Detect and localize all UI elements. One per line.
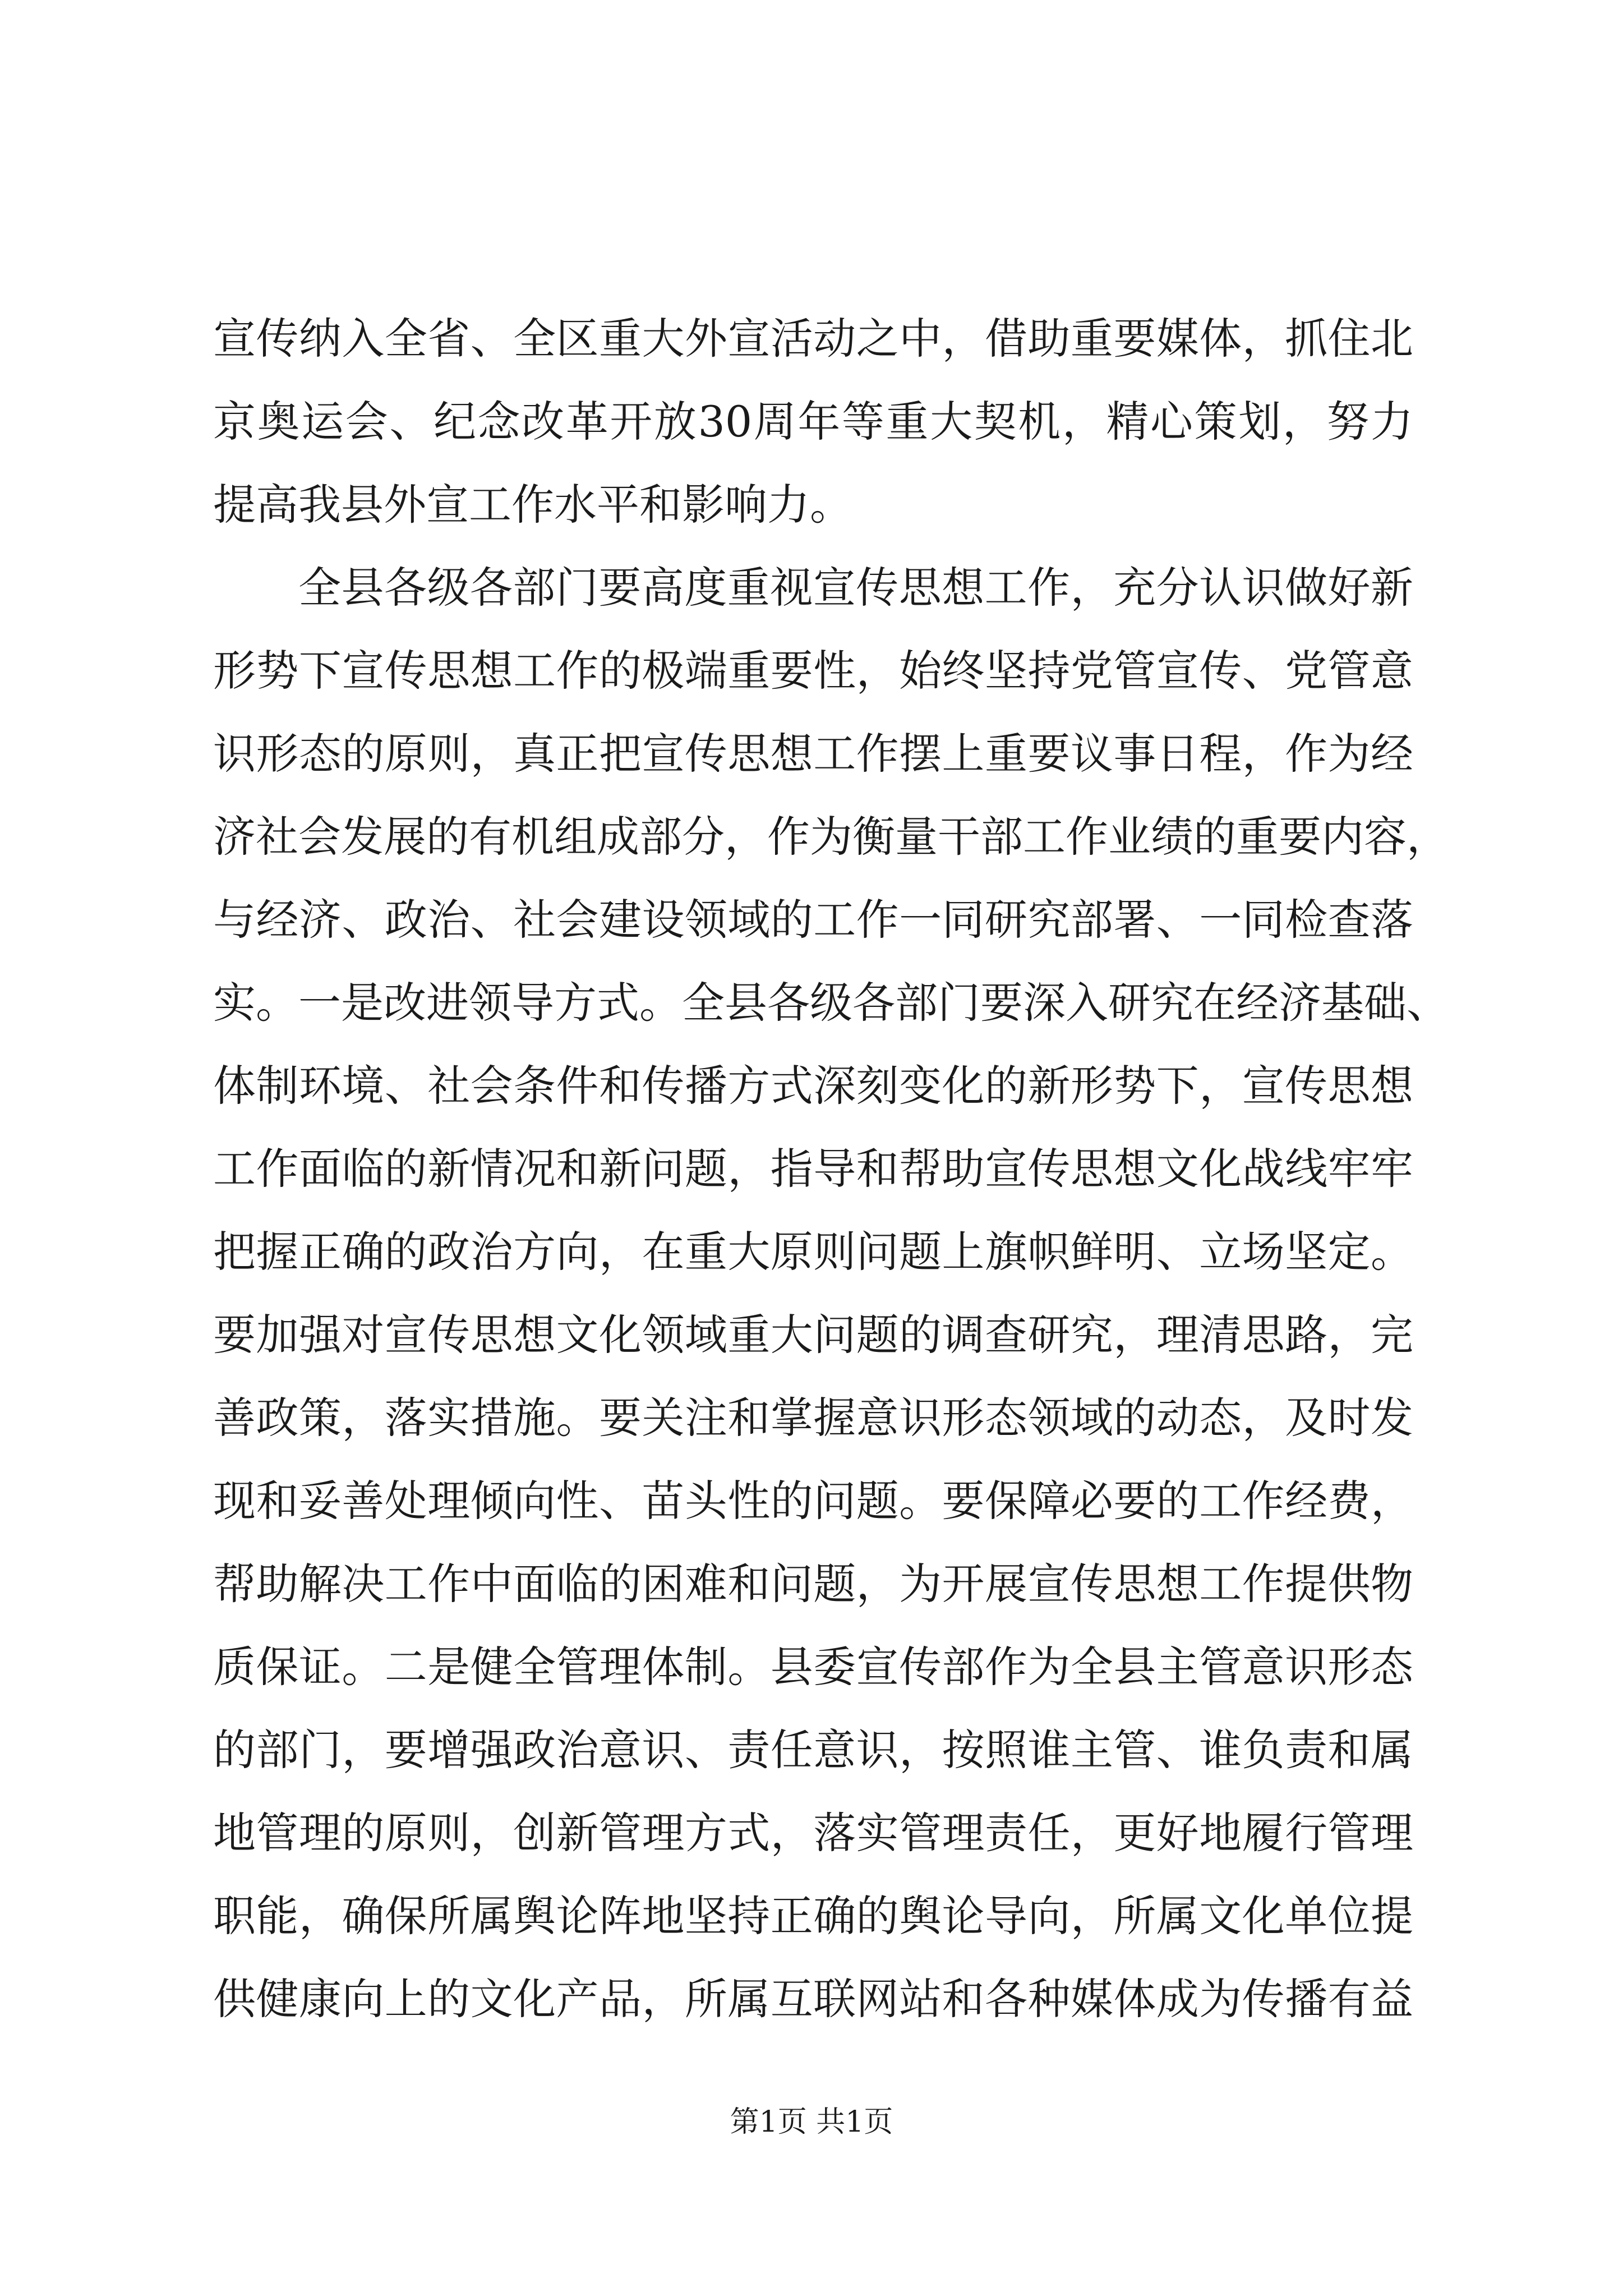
- text-line: 宣传纳入全省、全区重大外宣活动之中，借助重要媒体，抓住北: [213, 314, 1413, 364]
- text-line: 体制环境、社会条件和传播方式深刻变化的新形势下，宣传思想: [213, 1061, 1413, 1111]
- text-line: 识形态的原则，真正把宣传思想工作摆上重要议事日程，作为经: [213, 729, 1413, 779]
- text-line: 实。一是改进领导方式。全县各级各部门要深入研究在经济基础、: [213, 978, 1449, 1028]
- text-line: 现和妥善处理倾向性、苗头性的问题。要保障必要的工作经费，: [213, 1476, 1413, 1526]
- text-line: 职能，确保所属舆论阵地坚持正确的舆论导向，所属文化单位提: [213, 1891, 1413, 1941]
- text-line: 善政策，落实措施。要关注和掌握意识形态领域的动态，及时发: [213, 1393, 1413, 1443]
- text-line: 济社会发展的有机组成部分，作为衡量干部工作业绩的重要内容，: [213, 812, 1449, 862]
- text-line: 的部门，要增强政治意识、责任意识，按照谁主管、谁负责和属: [213, 1725, 1413, 1775]
- text-line: 提高我县外宣工作水平和影响力。: [213, 480, 852, 530]
- text-line: 形势下宣传思想工作的极端重要性，始终坚持党管宣传、党管意: [213, 646, 1413, 696]
- paragraph-first-line: 全县各级各部门要高度重视宣传思想工作，充分认识做好新: [298, 563, 1413, 613]
- document-body: [213, 297, 1449, 2041]
- text-line: 工作面临的新情况和新问题，指导和帮助宣传思想文化战线牢牢: [213, 1144, 1413, 1194]
- text-line: 帮助解决工作中面临的困难和问题，为开展宣传思想工作提供物: [213, 1559, 1413, 1609]
- text-line: 把握正确的政治方向，在重大原则问题上旗帜鲜明、立场坚定。: [213, 1227, 1413, 1277]
- text-line: 供健康向上的文化产品，所属互联网站和各种媒体成为传播有益: [213, 1974, 1413, 2024]
- text-line: 地管理的原则，创新管理方式，落实管理责任，更好地履行管理: [213, 1808, 1413, 1858]
- text-line: 京奥运会、纪念改革开放30周年等重大契机，精心策划，努力: [213, 397, 1413, 447]
- page-footer: 第1页 共1页: [730, 2105, 893, 2139]
- text-line: 质保证。二是健全管理体制。县委宣传部作为全县主管意识形态: [213, 1642, 1413, 1692]
- text-line: 要加强对宣传思想文化领域重大问题的调查研究，理清思路，完: [213, 1310, 1413, 1360]
- text-line: 与经济、政治、社会建设领域的工作一同研究部署、一同检查落: [213, 895, 1413, 945]
